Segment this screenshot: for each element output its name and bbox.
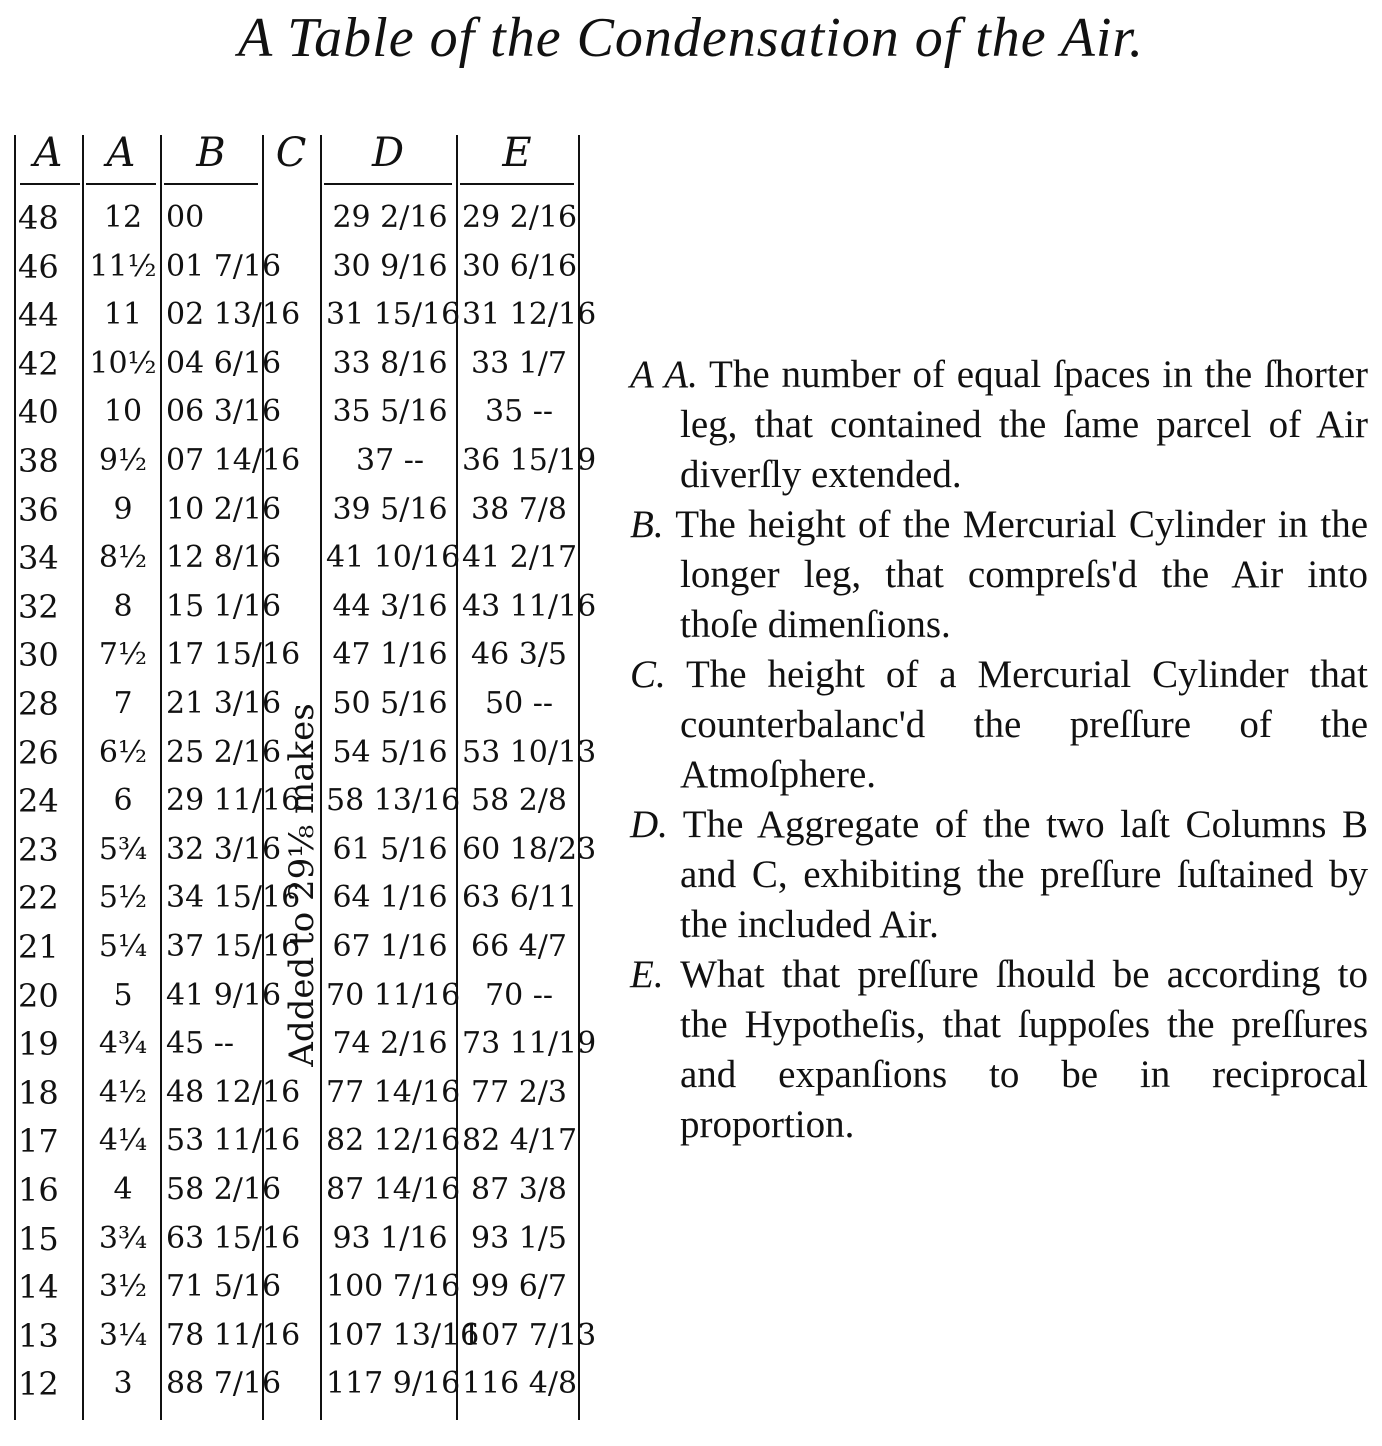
cell-e: 60 18/23: [462, 831, 597, 867]
cell-a1: 15: [18, 1219, 59, 1258]
cell-e: 38 7/8: [471, 491, 567, 527]
cell-b: 53 11/16: [166, 1123, 301, 1159]
cell-e: 36 15/19: [462, 443, 597, 478]
cell-d: 87 14/16: [326, 1172, 461, 1207]
cell-a1: 17: [18, 1122, 59, 1161]
cell-d: 37 --: [356, 443, 424, 478]
cell-b: 12 8/16: [166, 540, 282, 576]
cell-b: 78 11/16: [166, 1317, 301, 1353]
cell-a1: 21: [18, 928, 59, 966]
cell-d: 61 5/16: [332, 831, 448, 867]
cell-a2: 9: [113, 491, 133, 527]
cell-e: 29 2/16: [462, 200, 578, 235]
cell-b: 07 14/16: [166, 443, 301, 478]
cell-a1: 30: [18, 636, 59, 675]
legend-text: The number of equal ſpaces in the ſhorter leg, that contained the ſame parcel of Air diverſly extended.: [680, 353, 1369, 496]
cell-e: 35 --: [485, 394, 553, 430]
header-d: D: [371, 130, 405, 176]
cell-a2: 6½: [98, 734, 148, 770]
cell-b: 17 15/16: [166, 637, 301, 673]
cell-d: 70 11/16: [326, 977, 461, 1013]
cell-a1: 12: [18, 1365, 59, 1404]
cell-a2: 5: [113, 977, 133, 1013]
cell-a2: 6: [113, 783, 133, 819]
cell-b: 63 15/16: [166, 1220, 301, 1256]
cell-a2: 3¾: [98, 1220, 148, 1256]
legend-text: What that preſſure ſhould be according to the Hypotheſis, that ſuppoſes the preſſures and expanſions to be in reciprocal proportion.: [680, 953, 1369, 1146]
legend-entry-e: [628, 950, 1368, 1150]
legend-key: A A.: [630, 353, 698, 396]
header-a2: A: [106, 130, 136, 176]
cell-b: 58 2/16: [166, 1172, 282, 1207]
cell-e: 50 --: [485, 686, 553, 721]
cell-d: 44 3/16: [332, 588, 448, 624]
cell-d: 35 5/16: [332, 394, 448, 430]
cell-a2: 4¼: [98, 1123, 148, 1159]
cell-a1: 44: [18, 296, 59, 335]
header-rule: [20, 183, 80, 185]
cell-d: 82 12/16: [326, 1123, 461, 1159]
cell-a2: 5¾: [98, 831, 148, 867]
legend-entry-d: [628, 800, 1368, 950]
cell-e: 107 7/13: [462, 1317, 597, 1353]
cell-d: 107 13/16: [326, 1317, 480, 1353]
cell-a2: 11: [103, 297, 143, 333]
cell-e: 31 12/16: [462, 297, 597, 333]
cell-e: 33 1/7: [471, 345, 567, 381]
cell-e: 46 3/5: [471, 637, 567, 673]
cell-a1: 20: [18, 976, 59, 1015]
header-rule: [460, 183, 574, 185]
header-a1: A: [33, 130, 63, 176]
condensation-table: [10, 125, 597, 1425]
cell-b: 48 12/16: [166, 1074, 301, 1110]
legend-key: D.: [630, 803, 668, 846]
cell-b: 10 2/16: [166, 491, 282, 527]
legend-text: The Aggregate of the two laſt Columns B and C, exhibiting the preſſure ſuſtained by the included Air.: [680, 803, 1368, 946]
legend: [628, 350, 1368, 1150]
cell-a2: 4: [113, 1172, 133, 1207]
cell-d: 39 5/16: [332, 491, 448, 527]
cell-a1: 48: [18, 199, 59, 237]
cell-b: 34 15/16: [166, 880, 301, 916]
cell-a2: 9½: [98, 443, 148, 478]
cell-d: 29 2/16: [332, 200, 448, 235]
cell-b: 02 13/16: [166, 297, 301, 333]
cell-e: 116 4/8: [462, 1366, 578, 1402]
cell-e: 93 1/5: [471, 1220, 567, 1256]
cell-b: 06 3/16: [166, 394, 282, 430]
cell-a1: 24: [18, 782, 59, 821]
cell-a1: 23: [18, 830, 59, 869]
legend-entry-b: [628, 500, 1368, 650]
cell-a1: 42: [18, 344, 59, 383]
cell-d: 33 8/16: [332, 345, 448, 381]
header-rule: [86, 183, 156, 185]
cell-a1: 32: [18, 587, 59, 626]
legend-text: The height of the Mercurial Cylinder in the longer leg, that compreſs'd the Air into thoſe dimenſions.: [675, 503, 1369, 646]
cell-d: 77 14/16: [326, 1074, 461, 1110]
cell-d: 54 5/16: [332, 734, 448, 770]
cell-d: 93 1/16: [332, 1220, 448, 1256]
cell-a1: 18: [18, 1073, 59, 1112]
cell-a2: 8: [113, 588, 133, 624]
cell-a2: 10½: [89, 345, 157, 381]
cell-b: 71 5/16: [166, 1269, 282, 1305]
cell-a2: 8½: [98, 540, 148, 576]
table-rule: [82, 135, 84, 1420]
header-c: C: [275, 130, 307, 176]
cell-b: 21 3/16: [166, 686, 282, 721]
cell-e: 63 6/11: [462, 880, 578, 916]
cell-a1: 28: [18, 685, 59, 723]
cell-e: 77 2/3: [471, 1074, 567, 1110]
page-title: A Table of the Condensation of the Air.: [237, 7, 1144, 69]
legend-key: E.: [630, 953, 664, 996]
legend-text: The height of a Mercurial Cylinder that counterbalanc'd the preſſure of the Atmoſphere.: [680, 653, 1368, 796]
cell-d: 100 7/16: [326, 1269, 461, 1305]
cell-e: 87 3/8: [471, 1172, 567, 1207]
cell-a2: 3: [113, 1366, 133, 1402]
header-rule: [324, 183, 452, 185]
cell-a1: 14: [18, 1268, 59, 1307]
cell-a2: 7½: [98, 637, 148, 673]
cell-e: 70 --: [485, 977, 553, 1013]
cell-d: 67 1/16: [332, 929, 448, 964]
cell-a1: 26: [18, 733, 59, 772]
cell-b: 01 7/16: [166, 248, 282, 284]
cell-e: 41 2/17: [462, 540, 578, 576]
cell-a1: 40: [18, 393, 59, 432]
cell-a2: 7: [113, 686, 133, 721]
cell-d: 50 5/16: [332, 686, 448, 721]
cell-a1: 13: [18, 1316, 59, 1355]
header-b: B: [196, 130, 226, 176]
cell-e: 43 11/16: [462, 588, 597, 624]
cell-e: 99 6/7: [471, 1269, 567, 1305]
cell-e: 58 2/8: [471, 783, 567, 819]
cell-d: 74 2/16: [332, 1026, 448, 1062]
cell-a2: 12: [103, 200, 143, 235]
cell-a2: 3¼: [98, 1317, 148, 1353]
cell-e: 30 6/16: [462, 248, 578, 284]
column-c-note: Added to 29⅛ makes: [282, 703, 322, 1067]
cell-a1: 36: [18, 490, 59, 529]
cell-d: 41 10/16: [326, 540, 461, 576]
cell-d: 117 9/16: [326, 1366, 461, 1402]
cell-a2: 4½: [98, 1074, 148, 1110]
cell-a2: 11½: [89, 248, 157, 284]
table-rule: [14, 135, 16, 1420]
cell-d: 31 15/16: [326, 297, 461, 333]
cell-b: 32 3/16: [166, 831, 282, 867]
cell-e: 73 11/19: [462, 1026, 597, 1062]
cell-a2: 3½: [98, 1269, 148, 1305]
cell-e: 82 4/17: [462, 1123, 578, 1159]
cell-b: 41 9/16: [166, 977, 282, 1013]
cell-e: 66 4/7: [471, 929, 567, 964]
table-rule: [160, 135, 162, 1420]
legend-key: C.: [630, 653, 666, 696]
cell-b: 29 11/16: [166, 783, 301, 819]
cell-d: 47 1/16: [332, 637, 448, 673]
cell-e: 53 10/13: [462, 734, 597, 770]
cell-a1: 38: [18, 442, 59, 480]
cell-b: 45 --: [166, 1026, 234, 1062]
cell-a2: 4¾: [98, 1026, 148, 1062]
cell-a1: 34: [18, 539, 59, 578]
cell-b: 00: [166, 200, 205, 235]
cell-b: 37 15/16: [166, 929, 301, 964]
cell-a2: 10: [103, 394, 143, 430]
cell-b: 15 1/16: [166, 588, 282, 624]
cell-d: 64 1/16: [332, 880, 448, 916]
cell-a2: 5¼: [98, 929, 148, 964]
cell-a1: 22: [18, 879, 59, 918]
cell-d: 58 13/16: [326, 783, 461, 819]
cell-b: 88 7/16: [166, 1366, 282, 1402]
cell-a1: 16: [18, 1171, 59, 1209]
cell-b: 25 2/16: [166, 734, 282, 770]
cell-b: 04 6/16: [166, 345, 282, 381]
header-rule: [164, 183, 258, 185]
cell-a1: 19: [18, 1025, 59, 1064]
cell-a2: 5½: [98, 880, 148, 916]
legend-entry-c: [628, 650, 1368, 800]
legend-key: B.: [630, 503, 664, 546]
cell-a1: 46: [18, 247, 59, 286]
header-e: E: [502, 130, 532, 176]
cell-d: 30 9/16: [332, 248, 448, 284]
legend-entry-aa: [628, 350, 1368, 500]
